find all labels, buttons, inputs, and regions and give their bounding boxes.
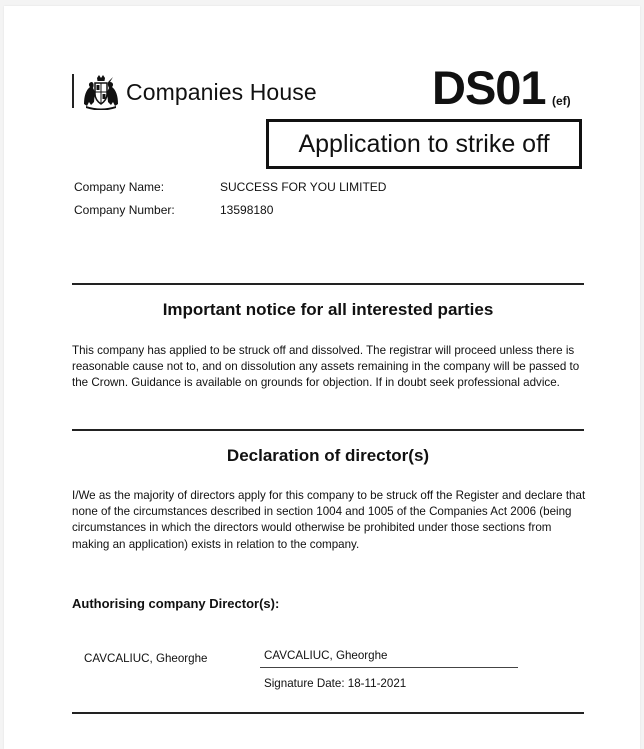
- company-number-label: Company Number:: [74, 203, 175, 217]
- notice-paragraph: This company has applied to be struck off and dissolved. The registrar will proceed unless there is reasonable cause not to, and on dissolution any assets remaining in the company will be passed to the Crown. Guidance is available on grounds for objection. If in doubt seek professional advice.: [72, 344, 580, 390]
- declaration-heading: Declaration of director(s): [226, 446, 430, 465]
- notice-heading: Important notice for all interested parties: [162, 300, 494, 319]
- company-name-value: SUCCESS FOR YOU LIMITED: [220, 180, 387, 194]
- company-name-label: Company Name:: [74, 180, 165, 194]
- director-name: CAVCALIUC, Gheorghe: [84, 652, 208, 665]
- organisation-name: Companies House: [126, 79, 317, 105]
- company-number-value: 13598180: [220, 203, 274, 217]
- section-divider: [72, 429, 584, 431]
- royal-coat-of-arms-icon: [80, 74, 122, 110]
- signature-date: Signature Date: 18-11-2021: [264, 677, 407, 690]
- section-divider: [72, 283, 584, 285]
- form-code-suffix: (ef): [552, 94, 571, 108]
- document-page: [4, 6, 640, 749]
- form-title: Application to strike off: [266, 119, 582, 169]
- section-divider: [72, 712, 584, 714]
- signature-line: [260, 667, 518, 668]
- form-code: DS01: [432, 61, 546, 114]
- declaration-paragraph: I/We as the majority of directors apply for this company to be struck off the Register and declare that none of the circumstances described in section 1004 and 1005 of the Companies Act 2006 (being circumstances in which the directors would otherwise be prohibited under those sections from making an application) exists in relation to the company.: [72, 489, 586, 551]
- logo-divider: [72, 74, 74, 108]
- signature-name: CAVCALIUC, Gheorghe: [264, 649, 388, 662]
- authorisation-heading: Authorising company Director(s):: [72, 596, 280, 611]
